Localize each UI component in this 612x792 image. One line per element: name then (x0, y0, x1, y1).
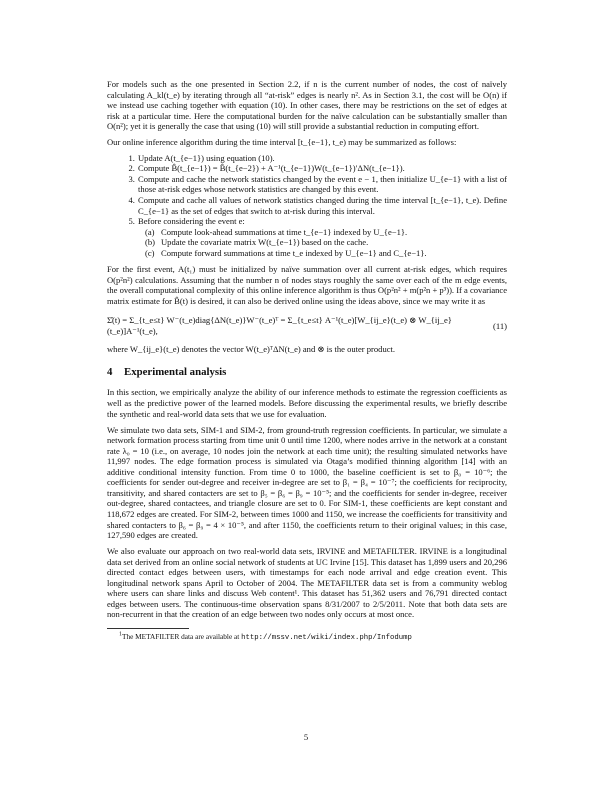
paragraph-equation-note: where W_{ij_e}(t_e) denotes the vector W(t_e)ᵀΔN(t_e) and ⊗ is the outer product. (107, 343, 396, 354)
algorithm-step (137, 216, 507, 258)
algorithm-step-text: Before considering the event e: (138, 216, 245, 227)
section-number: 4 (107, 366, 113, 379)
substep-marker: (c) (145, 247, 155, 258)
algorithm-substep (145, 237, 507, 248)
algorithm-step: 4. Compute and cache all values of network statistics changed during the time interval [t_{e−1}, t_e). Define C_{e−1} as the set of edges that switch to at-risk during this interval. (137, 195, 507, 216)
footnote-url[interactable]: http://mssv.net/wiki/index.php/Infodump (241, 633, 412, 642)
substep-text: Compute look-ahead summations at time t_{e−1} indexed by U_{e−1}. (161, 226, 408, 237)
equation-11 (107, 312, 507, 340)
algorithm-substeps (138, 227, 507, 259)
footnote-rule (107, 628, 189, 629)
footnote-marker: 1 (119, 631, 122, 638)
substep-text: Compute forward summations at time t_e indexed by U_{e−1} and C_{e−1}. (161, 247, 427, 258)
equation-body: Σ̂(t) = Σ_{t_e≤t} W⁻(t_e)diag{ΔN(t_e)}W⁻(t_e)ᵀ = Σ_{t_e≤t} A⁻¹(t_e)[W_{ij_e}(t_e) ⊗ W_{ij_e}(t_e)]A⁻¹(t_e), (107, 314, 452, 336)
footnote (107, 632, 507, 643)
algorithm-step: 1. Update A(t_{e−1}) using equation (10). (137, 153, 507, 164)
paragraph-caching-cost: For models such as the one presented in Section 2.2, if n is the current number of nodes, the cost of naïvely calculating A_kl(t_e) by iterating through all “at-risk” edges is nearly n². As in Section 3.1, the cost will be O(n) if we instead use caching together with equation (10). In other cases, there may be restrictions on the set of edges at risk at a particular time. Here the computational burden for the naïve calculation can be substantially smaller than O(n²); yet it is generally the case that using (10) will still provide a substantial reduction in computing effort. (107, 79, 507, 132)
equation-number: (11) (493, 320, 507, 331)
algorithm-substep (145, 226, 507, 238)
page-body (107, 79, 507, 643)
paragraph-simulated-data: We simulate two data sets, SIM-1 and SIM-2, from ground-truth regression coefficients. In particular, we simulate a network formation process starting from time unit 0 until time 1200, where nodes arrive in the network at a constant rate λ₀ = 10 (i.e., on average, 10 nodes join the network at each time unit); the resulting simulated networks have 11,997 nodes. The edge formation process is simulated via Otaga’s modified thinning algorithm [14] with an additive conditional intensity function. From time 0 to 1000, the baseline coefficient is set to β₀ = 10⁻⁶; the coefficients for sender out-degree and receiver in-degree are set to β₁ = β₄ = 10⁻⁷; the coefficients for reciprocity, transitivity, and shared contacters are set to β₅ = β₆ = β₉ = 10⁻⁵; and the coefficients for sender in-degree, receiver out-degree, shared contactees, and triangle closure are set to 0. For SIM-1, these coefficients are kept constant and 118,672 edges are created. For SIM-2, between times 1000 and 1150, we increase the coefficients for transitivity and shared contacters to β₆ = β₉ = 4 × 10⁻⁵, and after 1150, the coefficients return to their original values; in this case, 127,590 edges are created. (107, 424, 507, 541)
paragraph-real-data: We also evaluate our approach on two real-world data sets, IRVINE and METAFILTER. IRVINE is a longitudinal data set derived from an online social network of students at UC Irvine [15]. This dataset has 1,899 users and 20,296 directed contact edges between users, with timestamps for each node arrival and edge creation event. This longitudinal network spans April to October of 2004. The METAFILTER data set is from a community weblog where users can share links and discuss Web content¹. This dataset has 51,362 users and 76,791 directed contact edges between users. The continuous-time observation spans 8/31/2007 to 2/5/2011. Note that both data sets are non-recurrent in that the creation of an edge between two nodes only occurs at most once. (107, 546, 507, 620)
paragraph-experiments-intro: In this section, we empirically analyze the ability of our inference methods to estimate the regression coefficients as well as the predictive power of the learned models. Before discussing the experimental results, we briefly describe the synthetic and real-world data sets that we use for evaluation. (107, 387, 507, 419)
substep-marker: (a) (145, 226, 155, 237)
substep-text: Update the covariate matrix W(t_{e−1}) based on the cache. (161, 237, 369, 248)
algorithm-step: 2. Compute B̂(t_{e−1}) = B̂(t_{e−2}) + A⁻¹(t_{e−1})W(t_{e−1})′ΔN(t_{e−1}). (137, 163, 507, 174)
paragraph-algorithm-intro: Our online inference algorithm during the time interval [t_{e−1}, t_e) may be summarized as follows: (107, 137, 457, 148)
algorithm-steps (107, 153, 507, 258)
paragraph-complexity: For the first event, A(t₁) must be initialized by naïve summation over all current at-risk edges, which requires O(p²n²) calculations. Assuming that the number n of nodes stays roughly the same over each of the m edge events, the overall computational complexity of this online inference algorithm is thus O(p²n² + m(p²n + p³)). If a covariance matrix estimate for B̂(t) is desired, it can also be derived online using the ideas above, since we may write it as (107, 264, 507, 306)
substep-marker: (b) (145, 237, 155, 248)
page-number: 5 (303, 732, 309, 742)
algorithm-step: 3. Compute and cache the network statistics changed by the event e − 1, then initialize U_{e−1} with a list of those at-risk edges whose network statistics are changed by this event. (137, 174, 507, 195)
footnote-text: The METAFILTER data are available at (122, 631, 240, 641)
section-title: Experimental analysis (124, 366, 227, 379)
section-heading (107, 366, 507, 378)
algorithm-substep (145, 247, 507, 259)
